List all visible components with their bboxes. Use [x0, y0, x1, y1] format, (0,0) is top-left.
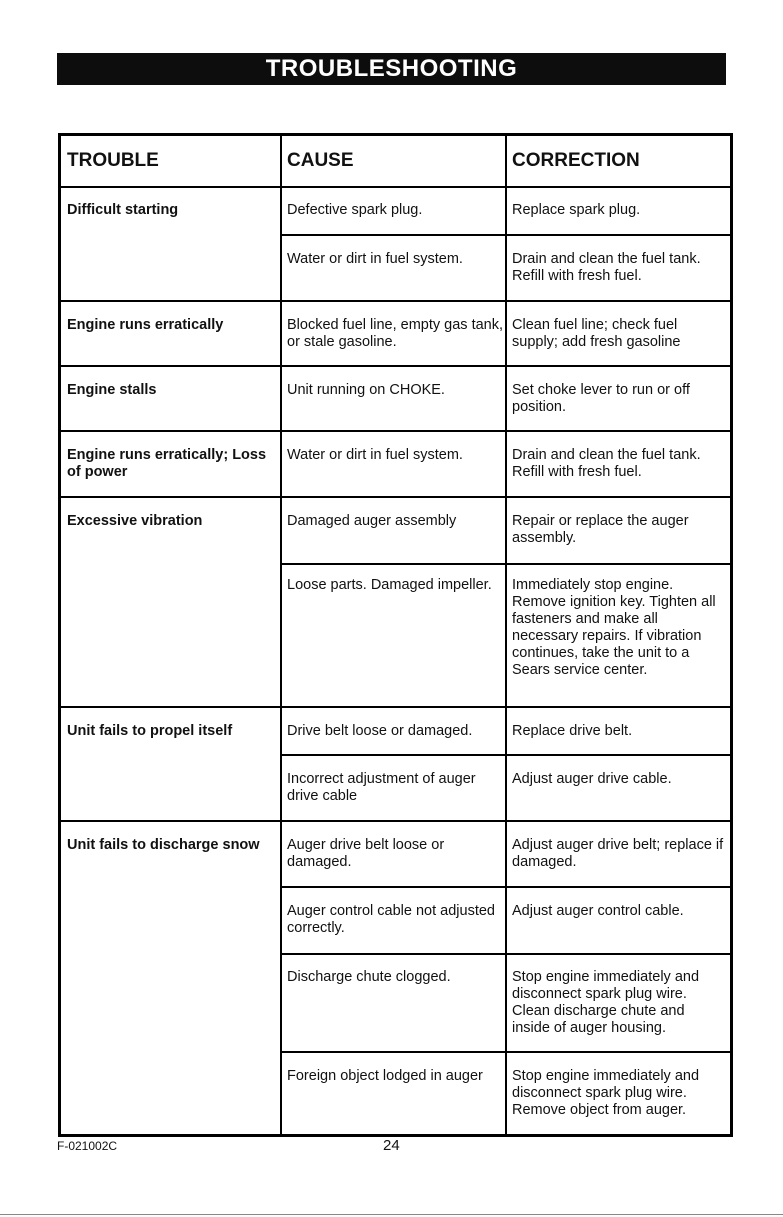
troubleshooting-table	[58, 133, 733, 1137]
row-divider	[61, 706, 730, 708]
correction-cell: Stop engine immediately and disconnect spark plug wire. Remove object from auger.	[512, 1068, 700, 1118]
cause-cell: Auger control cable not adjusted correctly.	[287, 903, 495, 936]
cause-cell: Loose parts. Damaged impeller.	[287, 577, 492, 593]
sub-row-divider	[280, 1051, 730, 1053]
page-number: 24	[383, 1137, 400, 1154]
header-divider	[61, 186, 730, 188]
correction-cell: Immediately stop engine. Remove ignition key. Tighten all fasteners and make all necessary repairs. If vibration continues, take the unit to a Sears service center.	[512, 577, 716, 678]
sub-row-divider	[280, 754, 730, 756]
correction-cell: Adjust auger drive belt; replace if damaged.	[512, 837, 724, 870]
correction-cell: Adjust auger drive cable.	[512, 771, 672, 787]
row-divider	[61, 820, 730, 822]
row-divider	[61, 496, 730, 498]
correction-cell: Set choke lever to run or off position.	[512, 382, 690, 415]
correction-cell: Replace spark plug.	[512, 202, 641, 218]
sub-row-divider	[280, 886, 730, 888]
column-divider-1	[280, 136, 282, 1134]
correction-cell: Stop engine immediately and disconnect spark plug wire. Clean discharge chute and inside of auger housing.	[512, 969, 700, 1036]
cause-cell: Damaged auger assembly	[287, 513, 457, 529]
trouble-cell: Unit fails to discharge snow	[67, 837, 260, 853]
sub-row-divider	[280, 563, 730, 565]
sub-row-divider	[280, 953, 730, 955]
document-code: F-021002C	[57, 1139, 118, 1153]
correction-cell: Adjust auger control cable.	[512, 903, 684, 919]
row-divider	[61, 430, 730, 432]
trouble-cell: Engine stalls	[67, 382, 157, 398]
cause-cell: Auger drive belt loose or damaged.	[287, 837, 445, 870]
header-cause: CAUSE	[287, 150, 354, 171]
cause-cell: Foreign object lodged in auger	[287, 1068, 483, 1084]
cause-cell: Water or dirt in fuel system.	[287, 251, 463, 267]
cause-cell: Discharge chute clogged.	[287, 969, 451, 985]
correction-cell: Repair or replace the auger assembly.	[512, 513, 689, 546]
header-correction: CORRECTION	[512, 150, 640, 171]
page-title-banner: TROUBLESHOOTING	[57, 53, 726, 85]
correction-cell: Replace drive belt.	[512, 723, 633, 739]
trouble-cell: Engine runs erratically	[67, 317, 224, 333]
trouble-cell: Difficult starting	[67, 202, 179, 218]
cause-cell: Blocked fuel line, empty gas tank, or stale gasoline.	[287, 317, 504, 350]
cause-cell: Drive belt loose or damaged.	[287, 723, 473, 739]
trouble-cell: Unit fails to propel itself	[67, 723, 233, 739]
cause-cell: Defective spark plug.	[287, 202, 423, 218]
sub-row-divider	[280, 234, 730, 236]
cause-cell: Incorrect adjustment of auger drive cable	[287, 771, 476, 804]
trouble-cell: Engine runs erratically; Loss of power	[67, 447, 267, 480]
page-edge-line	[0, 1214, 783, 1215]
trouble-cell: Excessive vibration	[67, 513, 203, 529]
correction-cell: Drain and clean the fuel tank. Refill with fresh fuel.	[512, 447, 701, 480]
cause-cell: Water or dirt in fuel system.	[287, 447, 463, 463]
cause-cell: Unit running on CHOKE.	[287, 382, 445, 398]
row-divider	[61, 365, 730, 367]
correction-cell: Clean fuel line; check fuel supply; add fresh gasoline	[512, 317, 681, 350]
column-divider-2	[505, 136, 507, 1134]
correction-cell: Drain and clean the fuel tank. Refill with fresh fuel.	[512, 251, 701, 284]
row-divider	[61, 300, 730, 302]
header-trouble: TROUBLE	[67, 150, 159, 171]
